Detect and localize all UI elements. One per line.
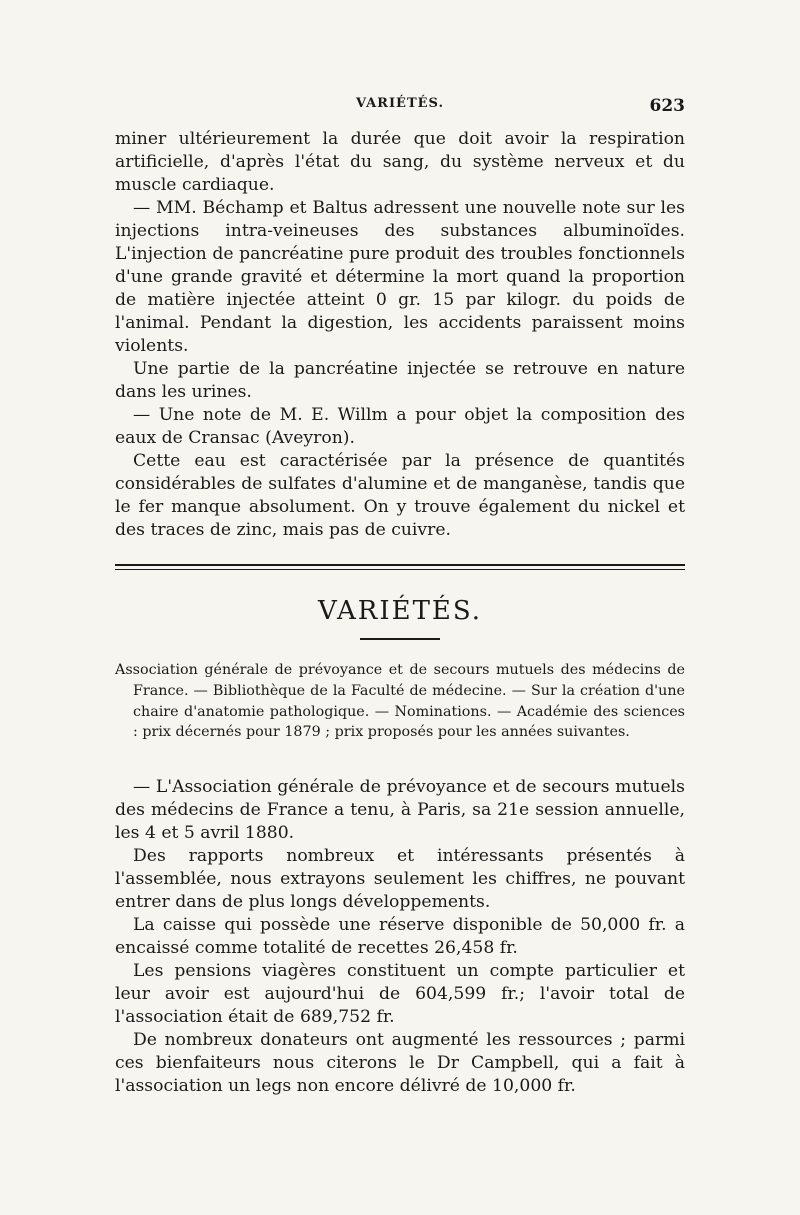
section-summary: Association générale de prévoyance et de secours mutuels des médecins de France. — Bibliothèque de la Faculté de médecine. — Sur la création d'une chaire d'anatomie pathologique. — Nominations. — Académie des sciences : prix décernés pour 1879 ; prix proposés pour les années suivantes. — [115, 662, 685, 741]
section-title: VARIÉTÉS. — [317, 596, 483, 626]
paragraph: — Une note de M. E. Willm a pour objet la composition des eaux de Cransac (Aveyron). — [115, 405, 685, 448]
page-header — [115, 96, 685, 120]
paragraph: — L'Association générale de prévoyance et de secours mutuels des médecins de France a tenu, à Paris, sa 21e session annuelle, les 4 et 5 avril 1880. — [115, 777, 685, 843]
bottom-text-block — [115, 776, 685, 1098]
page-number: 623 — [649, 96, 685, 116]
title-underline — [360, 638, 440, 640]
paragraph: Des rapports nombreux et intéressants présentés à l'assemblée, nous extrayons seulement les chiffres, ne pouvant entrer dans de plus longs développements. — [115, 846, 685, 912]
paragraph: La caisse qui possède une réserve disponible de 50,000 fr. a encaissé comme totalité de recettes 26,458 fr. — [115, 915, 685, 958]
paragraph: Les pensions viagères constituent un compte particulier et leur avoir est aujourd'hui de 604,599 fr.; l'avoir total de l'association était de 689,752 fr. — [115, 961, 685, 1027]
running-head: VARIÉTÉS. — [356, 96, 444, 111]
paragraph: miner ultérieurement la durée que doit avoir la respiration artificielle, d'après l'état du sang, du système nerveux et du muscle cardiaque. — [115, 129, 685, 195]
top-text-block — [115, 128, 685, 542]
paragraph: Une partie de la pancréatine injectée se retrouve en nature dans les urines. — [115, 359, 685, 402]
paragraph: — MM. Béchamp et Baltus adressent une nouvelle note sur les injections intra-veineuses des substances albuminoïdes. L'injection de pancréatine pure produit des troubles fonctionnels d'une grande gravité et détermine la mort quand la proportion de matière injectée atteint 0 gr. 15 par kilogr. du poids de l'animal. Pendant la digestion, les accidents paraissent moins violents. — [115, 198, 685, 356]
paragraph: De nombreux donateurs ont augmenté les ressources ; parmi ces bienfaiteurs nous citerons le Dr Campbell, qui a fait à l'association un legs non encore délivré de 10,000 fr. — [115, 1030, 685, 1096]
section-divider — [115, 564, 685, 570]
paragraph: Cette eau est caractérisée par la présence de quantités considérables de sulfates d'alumine et de manganèse, tandis que le fer manque absolument. On y trouve également du nickel et des traces de zinc, mais pas de cuivre. — [115, 451, 685, 540]
